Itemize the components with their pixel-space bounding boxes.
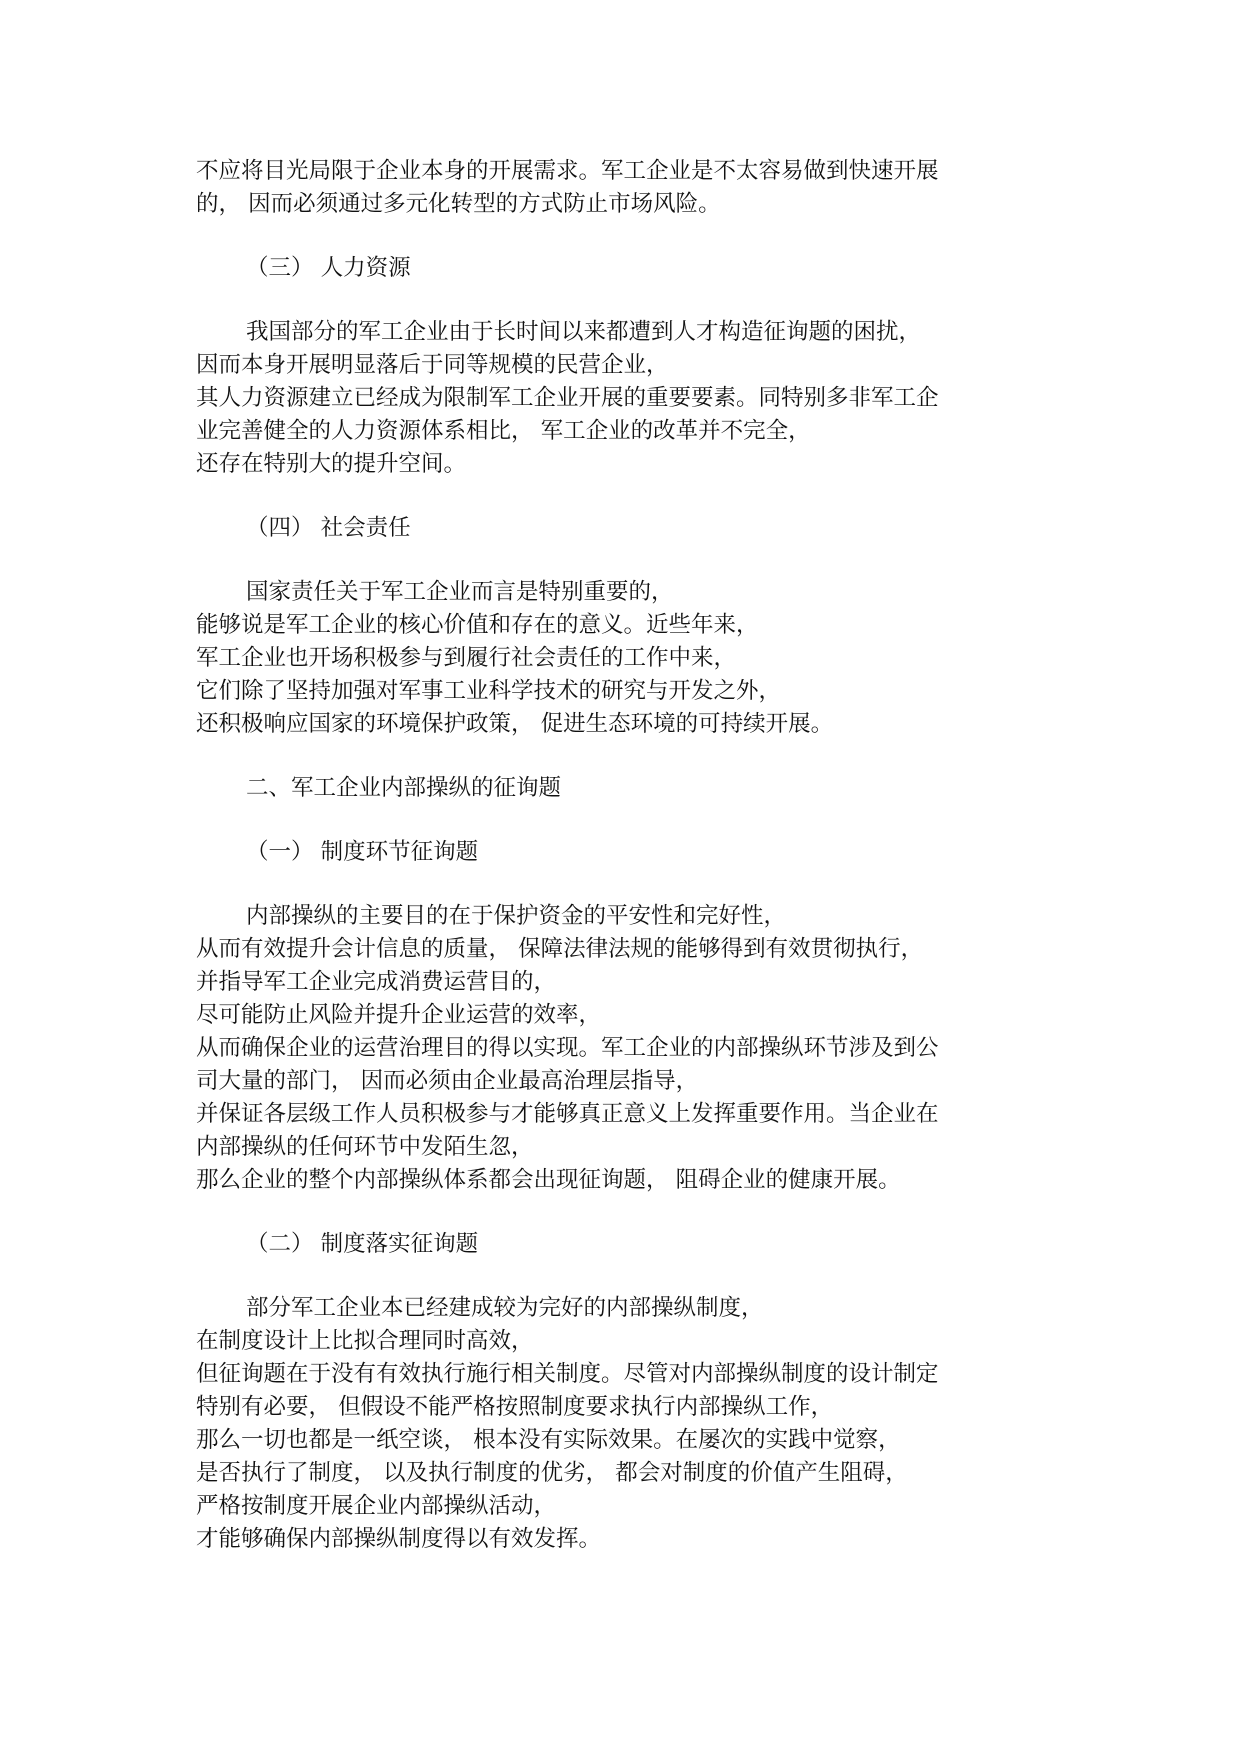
paragraph-line: 从而有效提升会计信息的质量， 保障法律法规的能够得到有效贯彻执行， [196,936,924,962]
paragraph-line: 内部操纵的主要目的在于保护资金的平安性和完好性， [246,903,787,929]
paragraph-line: 司大量的部门， 因而必须由企业最高治理层指导， [196,1068,699,1094]
paragraph-line: 不应将目光局限于企业本身的开展需求。军工企业是不太容易做到快速开展 [196,158,939,184]
paragraph [196,155,1036,221]
section-heading [196,512,1036,545]
paragraph-line: 是否执行了制度， 以及执行制度的优劣， 都会对制度的价值产生阻碍， [196,1460,908,1486]
paragraph-line: 还积极响应国家的环境保护政策， 促进生态环境的可持续开展。 [196,711,834,737]
paragraph-line: 能够说是军工企业的核心价值和存在的意义。近些年来， [196,612,759,638]
paragraph [196,1292,1036,1556]
heading-text: （一） 制度环节征询题 [246,839,479,865]
paragraph-line: 严格按制度开展企业内部操纵活动， [196,1493,557,1519]
paragraph-line: 内部操纵的任何环节中发陌生忽， [196,1134,534,1160]
heading-text: （三） 人力资源 [246,255,411,281]
paragraph-line: 尽可能防止风险并提升企业运营的效率， [196,1002,602,1028]
heading-text: 二、军工企业内部操纵的征询题 [246,775,562,801]
paragraph [196,576,1036,741]
paragraph-line: 才能够确保内部操纵制度得以有效发挥。 [196,1526,602,1552]
heading-text: （四） 社会责任 [246,515,411,541]
section-heading [196,772,1036,805]
paragraph-line: 特别有必要， 但假设不能严格按照制度要求执行内部操纵工作， [196,1394,834,1420]
paragraph-line: 那么企业的整个内部操纵体系都会出现征询题， 阻碍企业的健康开展。 [196,1167,901,1193]
paragraph-line: 从而确保企业的运营治理目的得以实现。军工企业的内部操纵环节涉及到公 [196,1035,939,1061]
paragraph-line: 我国部分的军工企业由于长时间以来都遭到人才构造征询题的困扰， [246,319,922,345]
paragraph-line: 那么一切也都是一纸空谈， 根本没有实际效果。在屡次的实践中觉察， [196,1427,901,1453]
document-page [196,155,1036,1556]
paragraph-line: 但征询题在于没有有效执行施行相关制度。尽管对内部操纵制度的设计制定 [196,1361,939,1387]
paragraph-line: 它们除了坚持加强对军事工业科学技术的研究与开发之外， [196,678,782,704]
paragraph-line: 因而本身开展明显落后于同等规模的民营企业， [196,352,669,378]
paragraph-line: 其人力资源建立已经成为限制军工企业开展的重要要素。同特别多非军工企 [196,385,939,411]
paragraph-line: 还存在特别大的提升空间。 [196,451,467,477]
paragraph-line: 并保证各层级工作人员积极参与才能够真正意义上发挥重要作用。当企业在 [196,1101,939,1127]
paragraph-line: 国家责任关于军工企业而言是特别重要的， [246,579,674,605]
section-heading [196,252,1036,285]
paragraph-line: 军工企业也开场积极参与到履行社会责任的工作中来， [196,645,737,671]
paragraph-line: 并指导军工企业完成消费运营目的， [196,969,557,995]
paragraph-line: 业完善健全的人力资源体系相比， 军工企业的改革并不完全， [196,418,811,444]
paragraph-line: 部分军工企业本已经建成较为完好的内部操纵制度， [246,1295,764,1321]
paragraph [196,900,1036,1197]
heading-text: （二） 制度落实征询题 [246,1231,479,1257]
section-heading [196,836,1036,869]
paragraph-line: 的， 因而必须通过多元化转型的方式防止市场风险。 [196,191,721,217]
paragraph-line: 在制度设计上比拟合理同时高效， [196,1328,534,1354]
section-heading [196,1228,1036,1261]
paragraph [196,316,1036,481]
